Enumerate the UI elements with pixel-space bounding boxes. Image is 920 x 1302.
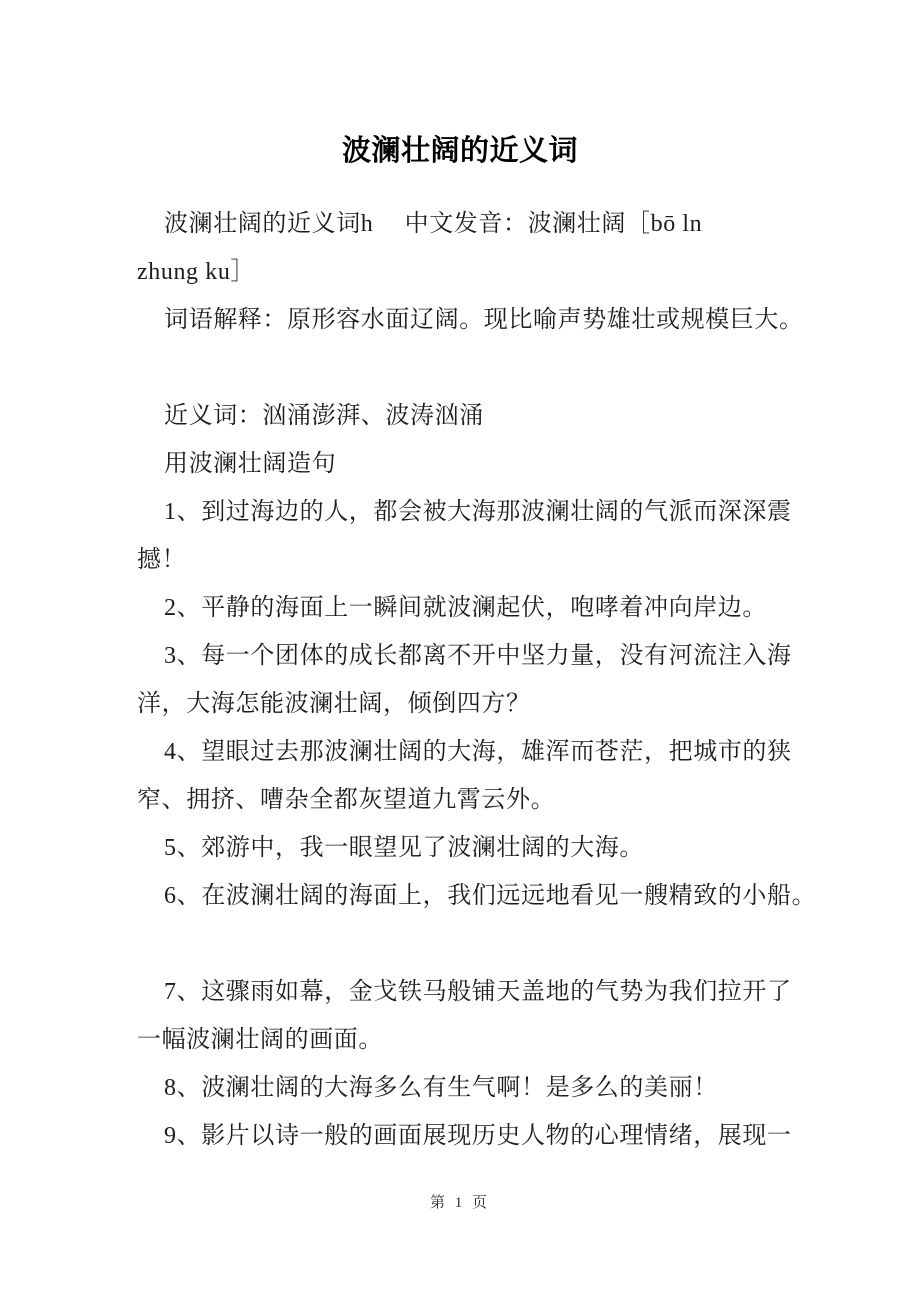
text-line: 8、波澜壮阔的大海多么有生气啊！是多么的美丽！	[164, 1075, 718, 1101]
text-line: 撼！	[137, 547, 187, 573]
text-line	[137, 344, 840, 392]
text-line: 9、影片以诗一般的画面展现历史人物的心理情绪，展现一	[164, 1123, 792, 1149]
text-line: 7、这骤雨如幕，金戈铁马般铺天盖地的气势为我们拉开了	[164, 979, 792, 1005]
text-line: 洋，大海怎能波澜壮阔，倾倒四方？	[137, 691, 531, 717]
text-line: 波澜壮阔的近义词h 中文发音：波澜壮阔［bō ln	[164, 211, 703, 237]
text-line: 2、平静的海面上一瞬间就波澜起伏，咆哮着冲向岸边。	[164, 595, 767, 621]
text-line: 6、在波澜壮阔的海面上，我们远远地看见一艘精致的小船。	[164, 883, 817, 909]
text-line	[137, 920, 840, 968]
text-line: 词语解释：原形容水面辽阔。现比喻声势雄壮或规模巨大。	[164, 307, 804, 333]
text-line: 5、郊游中，我一眼望见了波澜壮阔的大海。	[164, 835, 644, 861]
page-title: 波澜壮阔的近义词	[341, 135, 578, 167]
text-line: 一幅波澜壮阔的画面。	[137, 1027, 383, 1053]
text-line: 窄、拥挤、嘈杂全都灰望道九霄云外。	[137, 787, 556, 813]
text-line: 近义词：汹涌澎湃、波涛汹涌	[164, 403, 484, 429]
text-line: 1、到过海边的人，都会被大海那波澜壮阔的气派而深深震	[164, 499, 792, 525]
text-line: 用波澜壮阔造句	[164, 451, 337, 477]
page-number-footer: 第 1 页	[429, 1195, 490, 1211]
text-line: 4、望眼过去那波澜壮阔的大海，雄浑而苍茫，把城市的狭	[164, 739, 792, 765]
document-body	[0, 200, 920, 1160]
text-line: zhung ku］	[137, 259, 256, 285]
text-line: 3、每一个团体的成长都离不开中坚力量，没有河流注入海	[164, 643, 792, 669]
